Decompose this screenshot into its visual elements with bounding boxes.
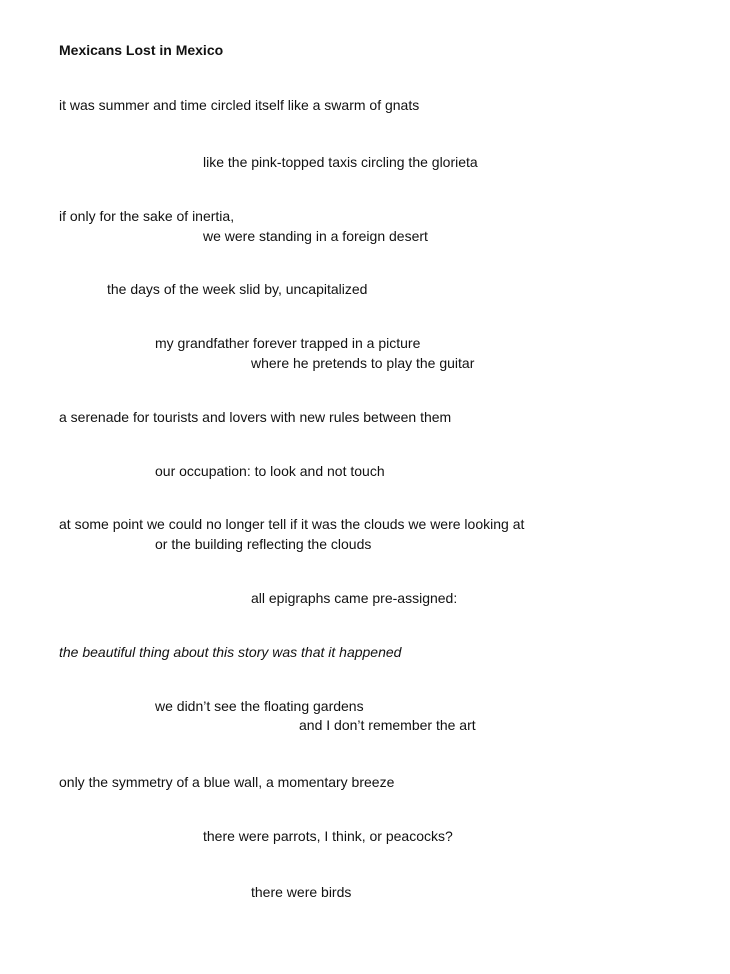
poem-line: and I don’t remember the art (299, 717, 476, 733)
poem-line: or the building reflecting the clouds (155, 536, 372, 552)
poem-line: my grandfather forever trapped in a picture (155, 335, 421, 351)
poem-line: there were parrots, I think, or peacocks? (203, 828, 453, 844)
poem-line: where he pretends to play the guitar (251, 355, 475, 371)
poem-line: all epigraphs came pre-assigned: (251, 590, 458, 606)
poem-line: we were standing in a foreign desert (203, 228, 428, 244)
poem-line: the days of the week slid by, uncapitalized (107, 281, 368, 297)
poem-line: we didn’t see the floating gardens (155, 698, 364, 714)
poem-line: there were birds (251, 884, 352, 900)
poem-line: like the pink-topped taxis circling the glorieta (203, 154, 478, 170)
poem-line: if only for the sake of inertia, (59, 208, 235, 224)
poem-line: a serenade for tourists and lovers with new rules between them (59, 409, 452, 425)
poem-line: at some point we could no longer tell if it was the clouds we were looking at (59, 516, 525, 532)
poem-title: Mexicans Lost in Mexico (59, 42, 224, 58)
poem-line: it was summer and time circled itself like a swarm of gnats (59, 97, 420, 113)
poem-line: our occupation: to look and not touch (155, 463, 385, 479)
poem-line-epigraph: the beautiful thing about this story was that it happened (59, 644, 402, 660)
poem-line: only the symmetry of a blue wall, a momentary breeze (59, 774, 395, 790)
